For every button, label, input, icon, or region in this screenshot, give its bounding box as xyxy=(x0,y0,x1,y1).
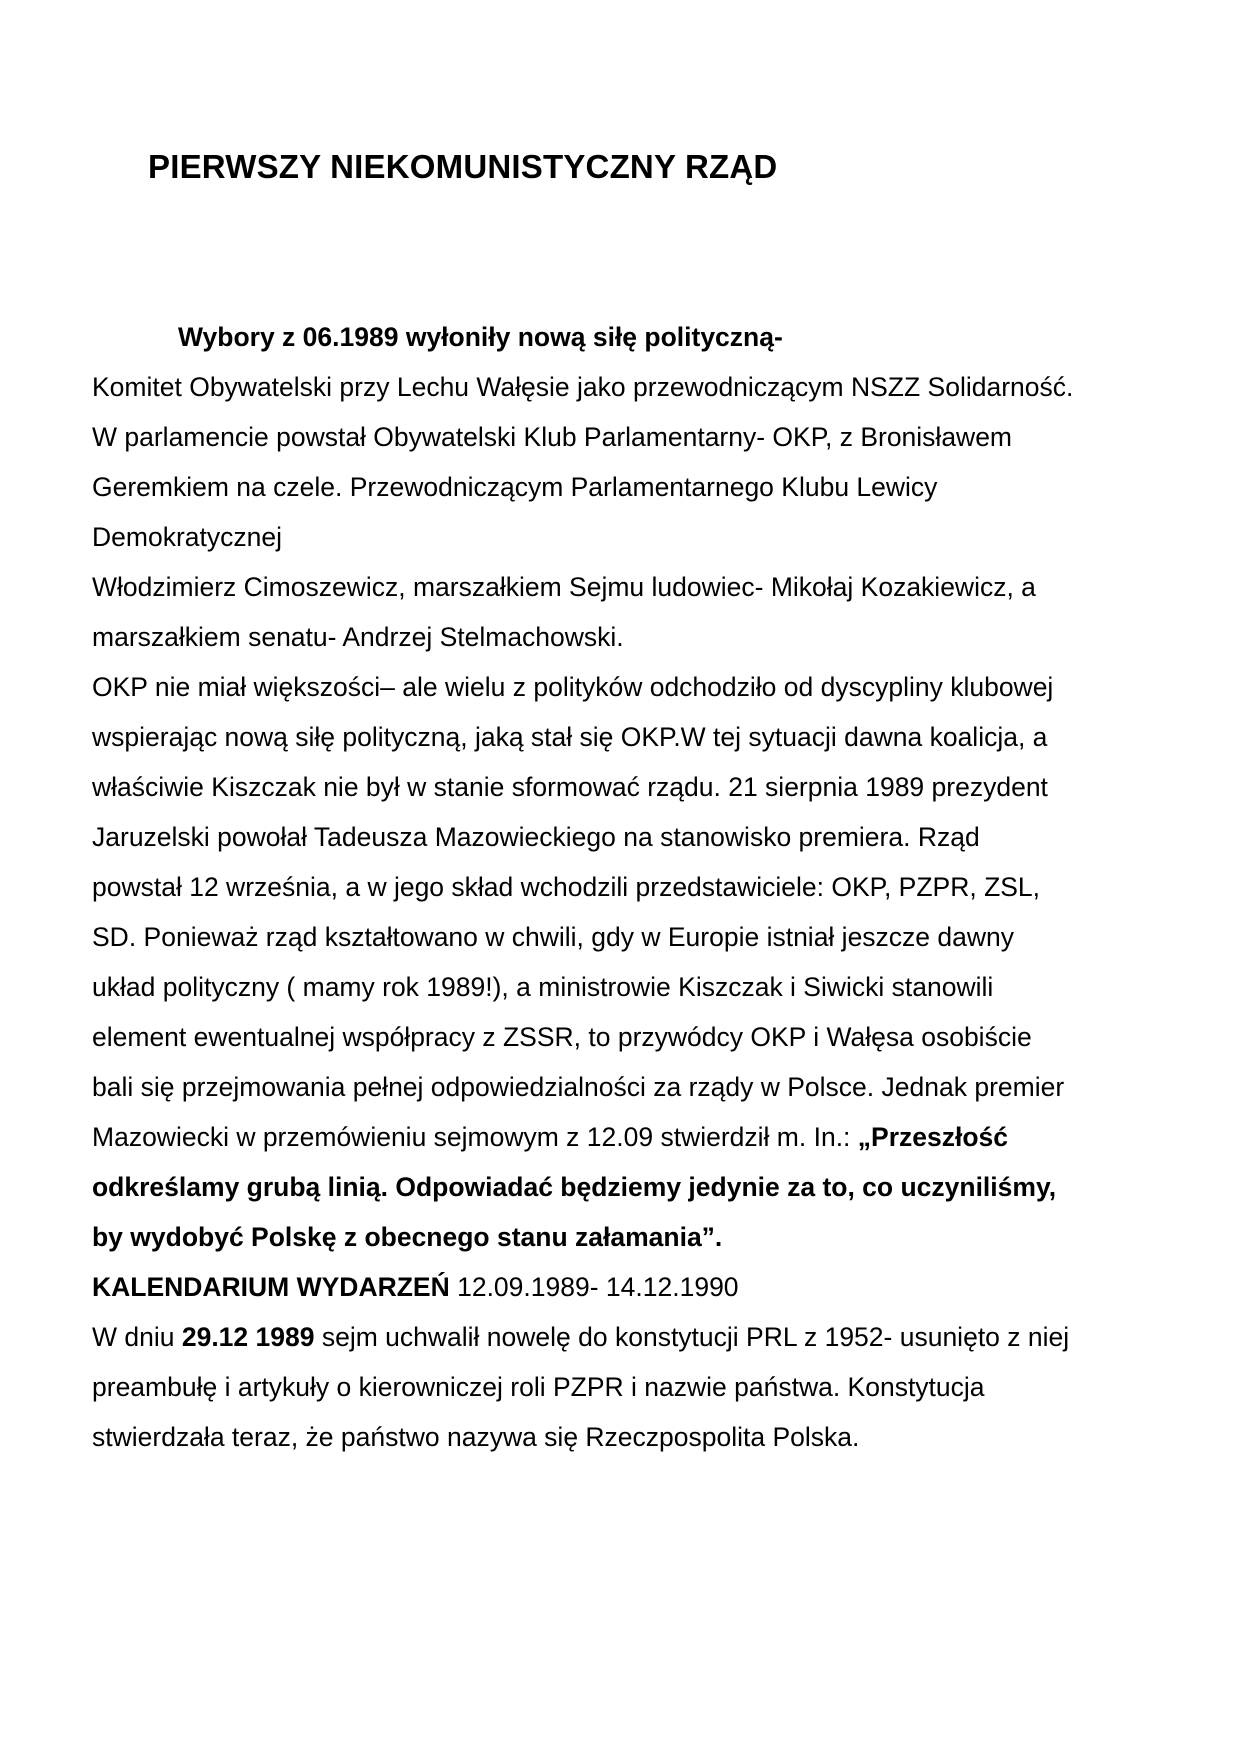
text-line xyxy=(92,662,1172,712)
bold-text: Wybory z 06.1989 wyłoniły nową siłę polityczną- xyxy=(178,322,783,352)
text-run: właściwie Kiszczak nie był w stanie sformować rządu. 21 sierpnia 1989 prezydent xyxy=(92,772,1048,802)
text-run: bali się przejmowania pełnej odpowiedzialności za rządy w Polsce. Jednak premier xyxy=(92,1072,1065,1102)
text-run: stwierdzała teraz, że państwo nazywa się Rzeczpospolita Polska. xyxy=(92,1422,860,1452)
text-run: Geremkiem na czele. Przewodniczącym Parlamentarnego Klubu Lewicy xyxy=(92,472,938,502)
text-run: preambułę i artykuły o kierowniczej roli PZPR i nazwie państwa. Konstytucja xyxy=(92,1372,985,1402)
text-line xyxy=(92,512,1172,562)
lead-line xyxy=(92,312,1172,362)
text-line xyxy=(92,1162,1172,1212)
bold-text: by wydobyć Polskę z obecnego stanu załamania”. xyxy=(92,1222,723,1252)
text-run: marszałkiem senatu- Andrzej Stelmachowski. xyxy=(92,622,624,652)
text-line xyxy=(92,1212,1172,1262)
document-body xyxy=(92,312,1172,1462)
text-line xyxy=(92,862,1172,912)
text-line xyxy=(92,462,1172,512)
text-run: Mazowiecki w przemówieniu sejmowym z 12.09 stwierdził m. In.: xyxy=(92,1122,858,1152)
document-title: PIERWSZY NIEKOMUNISTYCZNY RZĄD xyxy=(148,148,778,185)
bold-text: odkreślamy grubą linią. Odpowiadać będziemy jedynie za to, co uczyniliśmy, xyxy=(92,1172,1057,1202)
text-line xyxy=(92,812,1172,862)
text-run: Włodzimierz Cimoszewicz, marszałkiem Sejmu ludowiec- Mikołaj Kozakiewicz, a xyxy=(92,572,1036,602)
text-run: układ polityczny ( mamy rok 1989!), a ministrowie Kiszczak i Siwicki stanowili xyxy=(92,972,994,1002)
text-line xyxy=(92,1412,1172,1462)
text-run: element ewentualnej współpracy z ZSSR, to przywódcy OKP i Wałęsa osobiście xyxy=(92,1022,1032,1052)
text-line xyxy=(92,1062,1172,1112)
text-line xyxy=(92,912,1172,962)
text-line xyxy=(92,1012,1172,1062)
bold-text: „Przeszłość xyxy=(857,1122,1009,1152)
text-run: 12.09.1989- 14.12.1990 xyxy=(449,1272,739,1302)
text-line xyxy=(92,1362,1172,1412)
text-run: W parlamencie powstał Obywatelski Klub Parlamentarny- OKP, z Bronisławem xyxy=(92,422,1013,452)
text-run: W dniu xyxy=(92,1322,182,1352)
text-line xyxy=(92,362,1172,412)
text-run: OKP nie miał większości– ale wielu z polityków odchodziło od dyscypliny klubowej xyxy=(92,672,1054,702)
text-run: sejm uchwalił nowelę do konstytucji PRL z 1952- usunięto z niej xyxy=(314,1322,1070,1352)
bold-text: KALENDARIUM WYDARZEŃ xyxy=(92,1272,450,1302)
text-run: wspierając nową siłę polityczną, jaką stał się OKP.W tej sytuacji dawna koalicja, a xyxy=(92,722,1048,752)
text-line xyxy=(92,762,1172,812)
text-run: Komitet Obywatelski przy Lechu Wałęsie jako przewodniczącym NSZZ Solidarność. xyxy=(92,372,1074,402)
text-run: powstał 12 września, a w jego skład wchodzili przedstawiciele: OKP, PZPR, ZSL, xyxy=(92,872,1041,902)
text-line xyxy=(92,1312,1172,1362)
text-line xyxy=(92,562,1172,612)
text-run: Demokratycznej xyxy=(92,522,282,552)
text-line xyxy=(92,1112,1172,1162)
text-line xyxy=(92,962,1172,1012)
bold-text: 29.12 1989 xyxy=(181,1322,315,1352)
text-line xyxy=(92,1262,1172,1312)
text-run: Jaruzelski powołał Tadeusza Mazowieckiego na stanowisko premiera. Rząd xyxy=(92,822,980,852)
text-line xyxy=(92,412,1172,462)
text-run: SD. Ponieważ rząd kształtowano w chwili, gdy w Europie istniał jeszcze dawny xyxy=(92,922,1015,952)
text-line xyxy=(92,612,1172,662)
text-line xyxy=(92,712,1172,762)
